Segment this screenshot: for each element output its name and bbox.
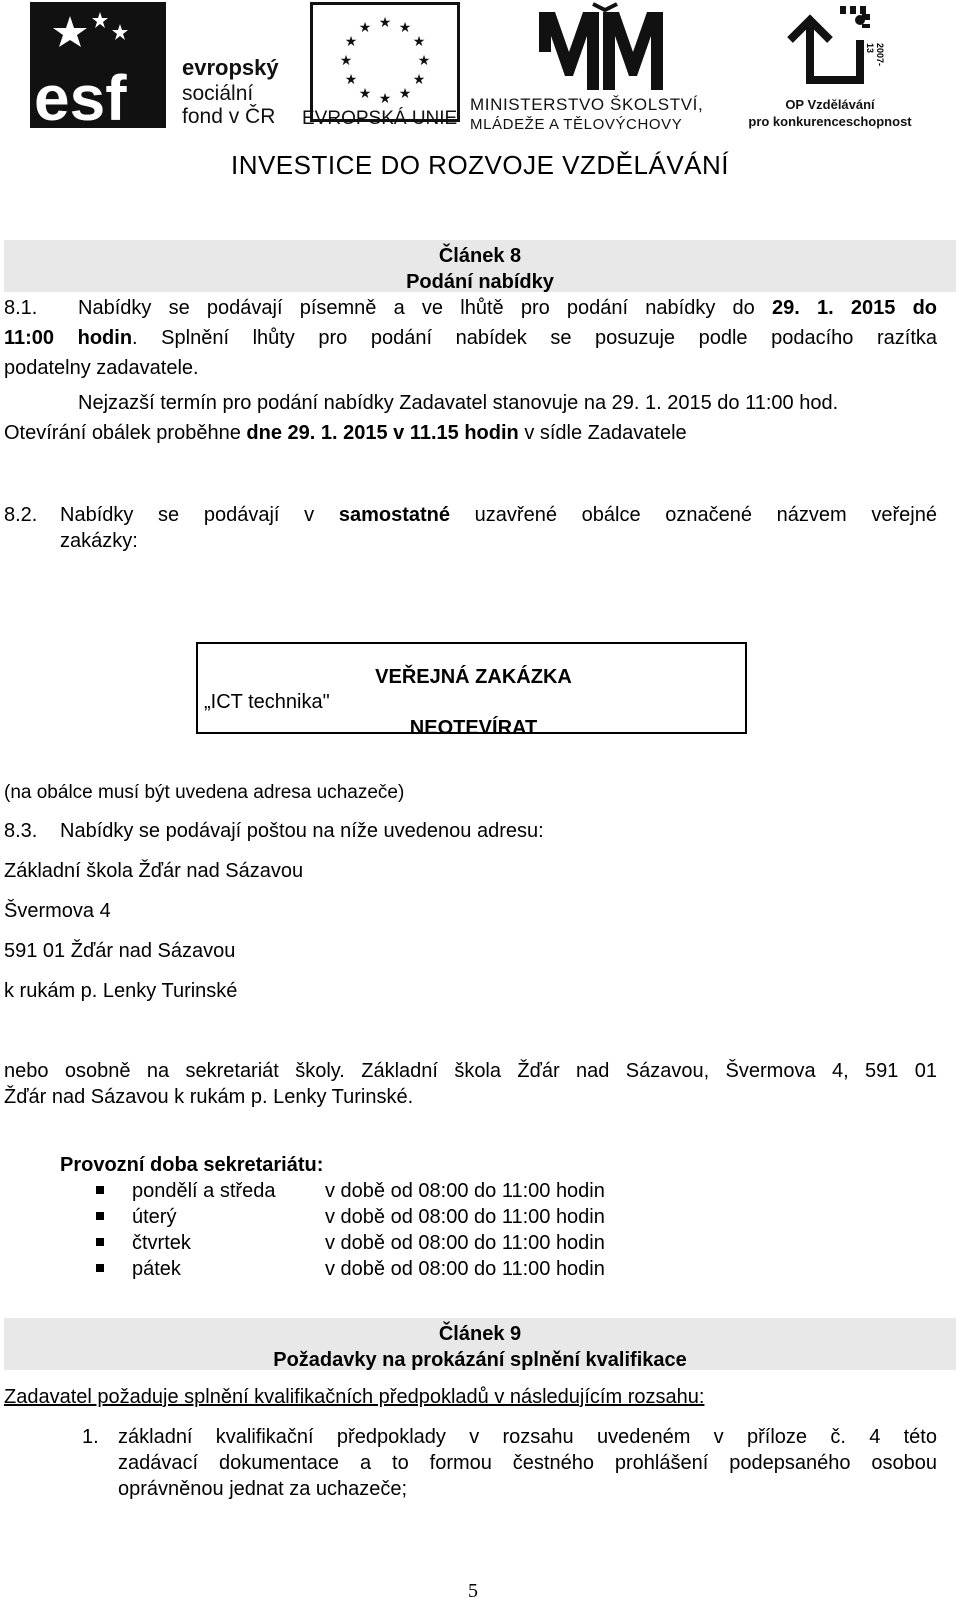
hours-title: Provozní doba sekretariátu: xyxy=(60,1154,324,1176)
svg-text:★: ★ xyxy=(378,91,392,107)
esf-logo xyxy=(30,2,166,128)
eu-flag-logo xyxy=(310,2,460,122)
personal-delivery-line1: nebo osobně na sekretariát školy. Základní škola Žďár nad Sázavou, Švermova 4, 591 01 xyxy=(4,1060,937,1082)
esf-line1: evropský xyxy=(182,55,279,80)
svg-text:★: ★ xyxy=(358,20,372,36)
eu-label: EVROPSKÁ UNIE xyxy=(302,108,458,129)
hours-time-3: v době od 08:00 do 11:00 hodin xyxy=(325,1232,605,1254)
op-line2: pro konkurenceschopnost xyxy=(748,114,912,129)
personal-delivery-line2: Žďár nad Sázavou k rukám p. Lenky Turinské. xyxy=(4,1086,414,1108)
svg-text:esf: esf xyxy=(34,62,127,128)
p82-line2: zakázky: xyxy=(60,530,138,552)
esf-text xyxy=(182,56,279,80)
deadline-line: Nejzazší termín pro podání nabídky Zadavatel stanovuje na 29. 1. 2015 do 11:00 hod. xyxy=(78,392,839,414)
envelope-line3: NEOTEVÍRAT xyxy=(409,717,538,739)
envelope-note: (na obálce musí být uvedena adresa uchazeče) xyxy=(4,782,405,803)
hours-day-3: čtvrtek xyxy=(132,1232,191,1254)
article8-heading: Článek 8 xyxy=(438,245,522,267)
article9-heading: Článek 9 xyxy=(438,1323,522,1345)
address-line-3: 591 01 Žďár nad Sázavou xyxy=(4,940,236,962)
msmt-text xyxy=(470,95,703,135)
envelope-label-box xyxy=(196,642,747,739)
p81-hour-bold: 11:00 hodin xyxy=(4,327,133,349)
address-line-4: k rukám p. Lenky Turinské xyxy=(4,980,238,1002)
opening-text-c: v sídle Zadavatele xyxy=(518,422,687,444)
hours-time-2: v době od 08:00 do 11:00 hodin xyxy=(325,1206,605,1228)
svg-text:★: ★ xyxy=(344,72,358,88)
p81-line2-text: . Splnění lhůty pro podání nabídek se posuzuje podle podacího razítka xyxy=(132,327,938,349)
svg-text:★: ★ xyxy=(339,53,353,69)
envelope-line1: VEŘEJNÁ ZAKÁZKA xyxy=(375,666,572,688)
article9-subheading: Požadavky na prokázání splnění kvalifikace xyxy=(273,1349,687,1371)
msmt-line2: MLÁDEŽE A TĚLOVÝCHOVY xyxy=(470,116,683,133)
p81-deadline-bold: 29. 1. 2015 do xyxy=(772,297,938,319)
bullet-icon xyxy=(96,1238,104,1246)
p82-bold: samostatné xyxy=(338,504,450,526)
svg-text:★: ★ xyxy=(358,86,372,102)
svg-text:★: ★ xyxy=(344,34,358,50)
hours-day-1: pondělí a středa xyxy=(132,1180,276,1202)
svg-text:★: ★ xyxy=(417,53,431,69)
page-number: 5 xyxy=(468,1580,478,1602)
svg-text:★: ★ xyxy=(398,20,412,36)
op-logo xyxy=(770,0,890,96)
article9-item1-number: 1. xyxy=(82,1426,99,1448)
p82-line1 xyxy=(60,502,937,528)
p83-number: 8.3. xyxy=(4,820,38,842)
esf-line2: sociální xyxy=(182,82,254,105)
article8-subheading: Podání nabídky xyxy=(406,271,554,293)
bullet-icon xyxy=(96,1212,104,1220)
hours-day-2: úterý xyxy=(132,1206,177,1228)
msmt-logo xyxy=(533,2,669,92)
p82-number: 8.2. xyxy=(4,504,38,526)
hours-time-1: v době od 08:00 do 11:00 hodin xyxy=(325,1180,605,1202)
svg-text:★: ★ xyxy=(412,34,426,50)
envelope-line2: „ICT technika" xyxy=(204,691,330,713)
p82-text-c: uzavřené obálce označené názvem veřejné xyxy=(450,504,937,526)
bullet-icon xyxy=(96,1264,104,1272)
article9-intro: Zadavatel požaduje splnění kvalifikačních předpokladů v následujícím rozsahu: xyxy=(4,1386,705,1408)
svg-text:★: ★ xyxy=(378,15,392,31)
article9-item1-line3: oprávněnou jednat za uchazeče; xyxy=(118,1478,408,1500)
esf-text-2 xyxy=(182,82,275,128)
p81-line1-text: Nabídky se podávají písemně a ve lhůtě pro podání nabídky do xyxy=(78,297,772,319)
op-text xyxy=(745,96,915,130)
op-line1: OP Vzdělávání xyxy=(785,97,875,112)
esf-line3: fond v ČR xyxy=(182,105,276,128)
hours-day-4: pátek xyxy=(132,1258,181,1280)
p81-line2 xyxy=(4,325,937,351)
op-years: 2007-13 xyxy=(865,43,885,67)
address-line-2: Švermova 4 xyxy=(4,900,111,922)
esf-star-icon xyxy=(30,2,166,128)
opening-text-a: Otevírání obálek proběhne xyxy=(4,422,247,444)
hours-time-4: v době od 08:00 do 11:00 hodin xyxy=(325,1258,605,1280)
opening-line xyxy=(4,420,687,446)
p82-text-a: Nabídky se podávají v xyxy=(60,504,339,526)
article9-item1-line1: základní kvalifikační předpoklady v rozsahu uvedeném v příloze č. 4 této xyxy=(118,1426,937,1448)
eu-stars-icon xyxy=(313,5,457,119)
p83-text: Nabídky se podávají poštou na níže uvedenou adresu: xyxy=(60,820,544,842)
p81-line3: podatelny zadavatele. xyxy=(4,357,199,379)
p81-number: 8.1. xyxy=(4,297,38,319)
svg-text:★: ★ xyxy=(412,72,426,88)
svg-text:★: ★ xyxy=(398,86,412,102)
address-line-1: Základní škola Žďár nad Sázavou xyxy=(4,860,304,882)
opening-date-bold: dne 29. 1. 2015 v 11.15 hodin xyxy=(246,422,519,444)
bullet-icon xyxy=(96,1186,104,1194)
p81-line1 xyxy=(78,295,937,321)
msmt-line1: MINISTERSTVO ŠKOLSTVÍ, xyxy=(470,95,704,114)
article9-item1-line2: zadávací dokumentace a to formou čestného prohlášení podepsaného osobou xyxy=(118,1452,937,1474)
investment-banner: INVESTICE DO ROZVOJE VZDĚLÁVÁNÍ xyxy=(230,150,730,180)
msmt-monogram-icon xyxy=(533,2,669,94)
